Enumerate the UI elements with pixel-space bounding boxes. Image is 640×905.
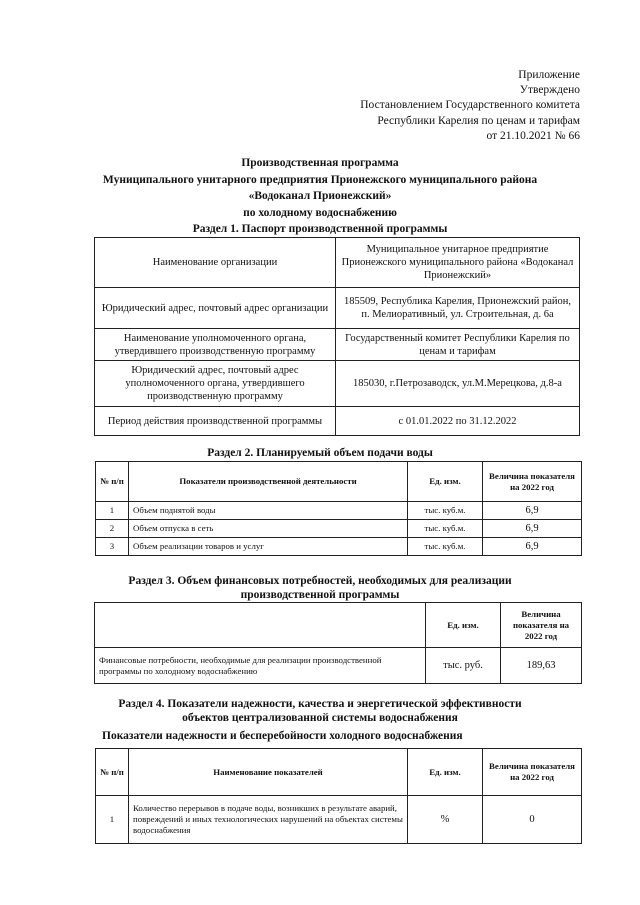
table-row bbox=[96, 520, 582, 538]
row-num: 1 bbox=[96, 502, 129, 520]
document-title-line: по холодному водоснабжению bbox=[243, 207, 397, 219]
row-name: Объем поднятой воды bbox=[129, 502, 408, 520]
row-num: 2 bbox=[96, 520, 129, 538]
table-row bbox=[96, 502, 582, 520]
financial-needs-table bbox=[94, 602, 582, 684]
section4-title: Раздел 4. Показатели надежности, качества и энергетической эффективности bbox=[118, 698, 522, 710]
annex-line: Республики Карелия по ценам и тарифам bbox=[377, 114, 580, 127]
row-value: 6,9 bbox=[483, 538, 582, 556]
row-num: 1 bbox=[96, 796, 129, 844]
section3-title: Раздел 3. Объем финансовых потребностей, необходимых для реализации bbox=[128, 575, 512, 587]
row-name: Финансовые потребности, необходимые для реализации производственной программы по холодному водоснабжению bbox=[95, 648, 426, 684]
row-value: 0 bbox=[483, 796, 582, 844]
header-value: Величина показателя на 2022 год bbox=[483, 462, 582, 502]
passport-label: Юридический адрес, почтовый адрес организации bbox=[95, 288, 336, 329]
header-unit: Ед. изм. bbox=[408, 749, 483, 796]
row-num: 3 bbox=[96, 538, 129, 556]
supply-volume-table bbox=[95, 461, 582, 556]
reliability-table bbox=[95, 748, 582, 844]
row-unit: тыс. руб. bbox=[426, 648, 501, 684]
section2-title: Раздел 2. Планируемый объем подачи воды bbox=[207, 447, 433, 459]
header-unit: Ед. изм. bbox=[408, 462, 483, 502]
passport-label: Наименование уполномоченного органа, утвердившего производственную программу bbox=[95, 329, 336, 361]
passport-value: Государственный комитет Республики Карелия по ценам и тарифам bbox=[336, 329, 580, 361]
section1-title: Раздел 1. Паспорт производственной программы bbox=[192, 223, 448, 235]
passport-value: 185509, Республика Карелия, Прионежский район, п. Мелиоративный, ул. Строительная, д. 6а bbox=[336, 288, 580, 329]
passport-value: Муниципальное унитарное предприятие Прионежского муниципального района «Водоканал Прионежский» bbox=[336, 238, 580, 288]
header-num: № п/п bbox=[96, 749, 129, 796]
document-title-line: Муниципального унитарного предприятия Прионежского муниципального района bbox=[102, 174, 538, 186]
table-row bbox=[96, 538, 582, 556]
row-name: Количество перерывов в подаче воды, возникших в результате аварий, повреждений и иных технологических нарушений на объектах системы водоснабжения bbox=[129, 796, 408, 844]
header-name: Показатели производственной деятельности bbox=[129, 462, 408, 502]
annex-block bbox=[250, 68, 580, 144]
passport-label: Юридический адрес, почтовый адрес уполномоченного органа, утвердившего производственную программу bbox=[95, 361, 336, 407]
passport-value: с 01.01.2022 по 31.12.2022 bbox=[336, 407, 580, 436]
header-value: Величина показателя на 2022 год bbox=[483, 749, 582, 796]
row-value: 189,63 bbox=[501, 648, 582, 684]
passport-label: Период действия производственной программы bbox=[95, 407, 336, 436]
section4-subtitle: Показатели надежности и бесперебойности холодного водоснабжения bbox=[102, 730, 463, 742]
header-unit: Ед. изм. bbox=[426, 603, 501, 648]
document-title: Производственная программа bbox=[241, 157, 399, 169]
header-empty bbox=[95, 603, 426, 648]
annex-line: Утверждено bbox=[519, 84, 580, 97]
passport-table bbox=[94, 237, 580, 436]
row-unit: тыс. куб.м. bbox=[408, 538, 483, 556]
table-row bbox=[95, 648, 582, 684]
header-name: Наименование показателей bbox=[129, 749, 408, 796]
annex-line: Приложение bbox=[518, 69, 580, 81]
document-title-line: «Водоканал Прионежский» bbox=[248, 190, 392, 202]
header-num: № п/п bbox=[96, 462, 129, 502]
annex-line: от 21.10.2021 № 66 bbox=[486, 129, 580, 142]
passport-value: 185030, г.Петрозаводск, ул.М.Мерецкова, д.8-а bbox=[336, 361, 580, 407]
row-name: Объем реализации товаров и услуг bbox=[129, 538, 408, 556]
row-value: 6,9 bbox=[483, 502, 582, 520]
table-row bbox=[96, 796, 582, 844]
row-unit: тыс. куб.м. bbox=[408, 502, 483, 520]
header-value: Величина показателя на 2022 год bbox=[501, 603, 582, 648]
row-unit: тыс. куб.м. bbox=[408, 520, 483, 538]
passport-label: Наименование организации bbox=[95, 238, 336, 288]
row-name: Объем отпуска в сеть bbox=[129, 520, 408, 538]
annex-line: Постановлением Государственного комитета bbox=[360, 99, 580, 112]
section4-title-line: объектов централизованной системы водоснабжения bbox=[182, 712, 458, 724]
row-value: 6,9 bbox=[483, 520, 582, 538]
row-unit: % bbox=[408, 796, 483, 844]
section3-title-line: производственной программы bbox=[240, 589, 400, 601]
